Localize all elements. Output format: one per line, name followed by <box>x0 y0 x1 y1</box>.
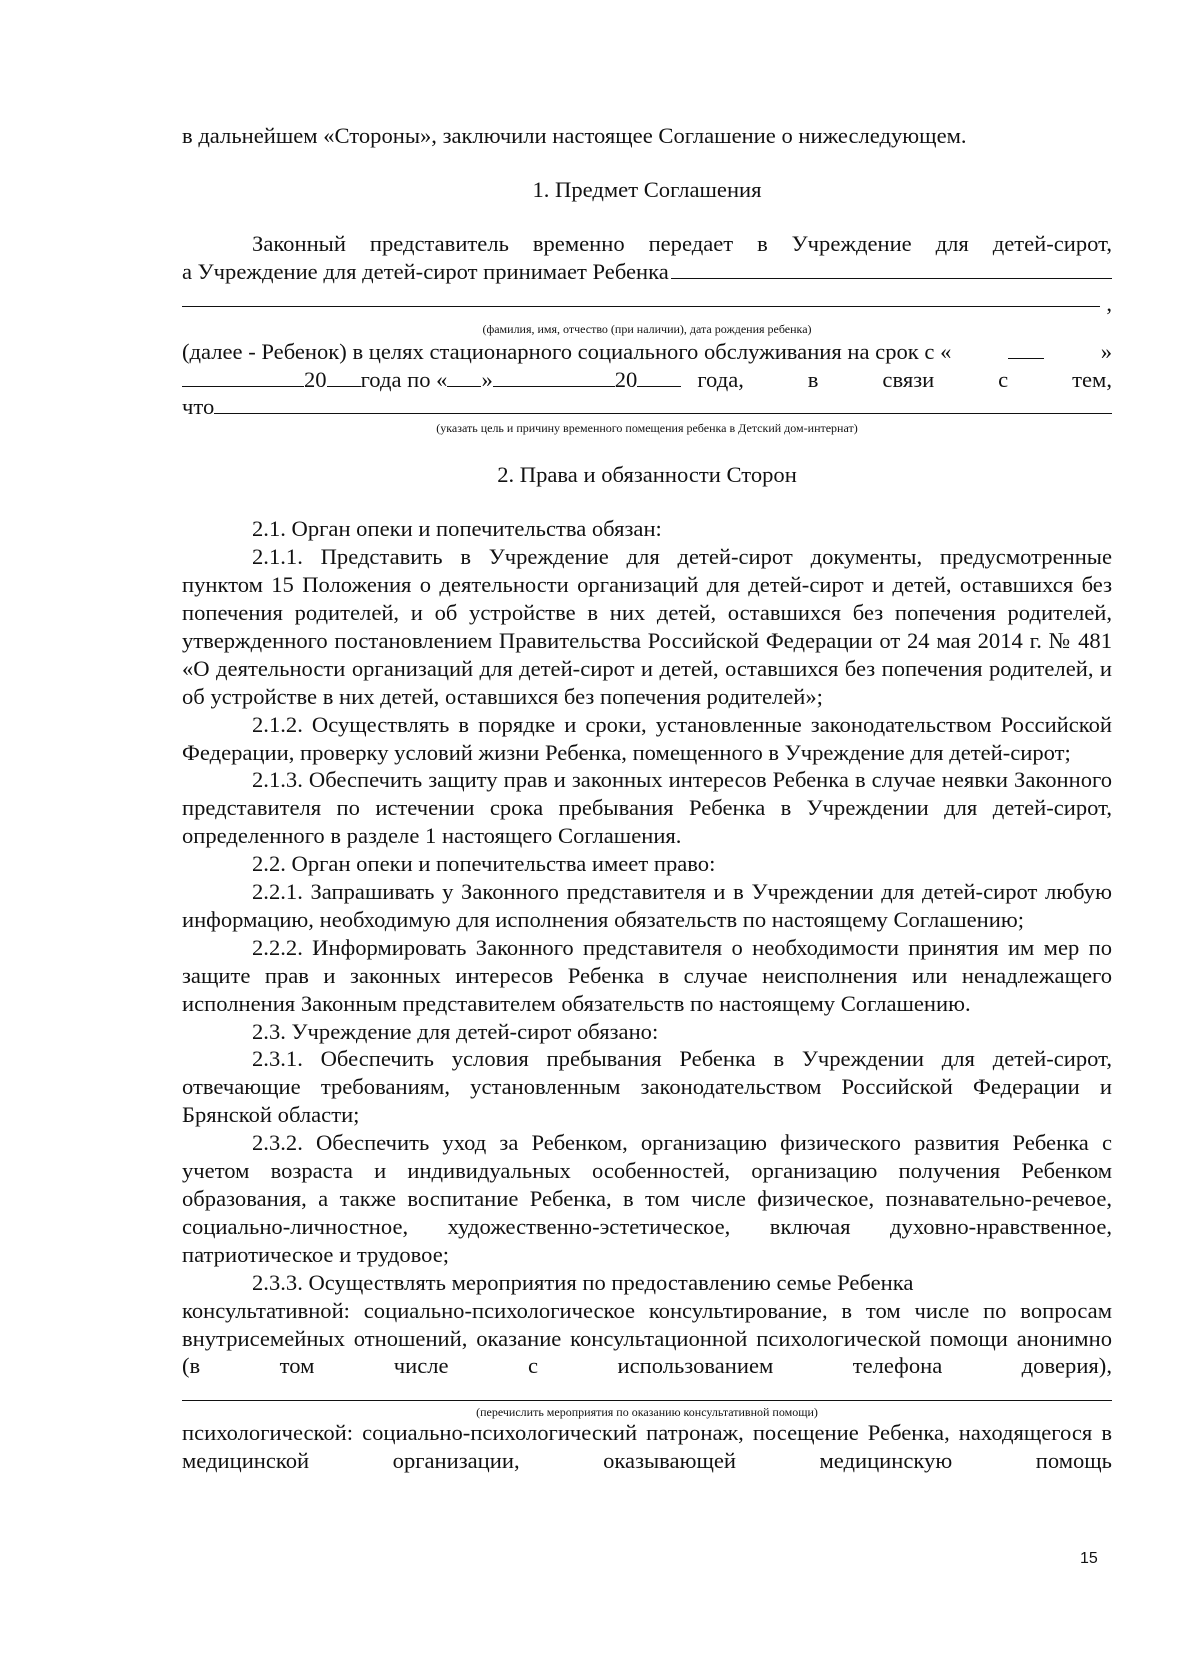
document-body <box>182 122 1112 1475</box>
goda-tail-text: года, в связи с тем, <box>697 366 1112 392</box>
child-name-blank[interactable] <box>671 258 1112 279</box>
reason-line <box>182 393 1112 421</box>
intro-line: в дальнейшем «Стороны», заключили настоящее Соглашение о нижеследующем. <box>182 123 967 148</box>
quote-close: » <box>481 366 493 392</box>
caption-child: (фамилия, имя, отчество (при наличии), дата рождения ребенка) <box>482 321 812 336</box>
section-1-para1-text: а Учреждение для детей-сирот принимает Ребенка <box>182 258 669 284</box>
para2-quote-close: » <box>1100 338 1112 364</box>
para-2-1: 2.1. Орган опеки и попечительства обязан: <box>252 516 662 542</box>
para-2-2: 2.2. Орган опеки и попечительства имеет право: <box>252 851 716 877</box>
end-year-prefix: 20 <box>614 366 638 392</box>
para-2-1-3: 2.1.3. Обеспечить защиту прав и законных интересов Ребенка в случае неявки Законного представителя по истечении срока пребывания Ребенка в Учреждении для детей-сирот, определенного в разделе 1 настоящего Соглашения. <box>182 767 1112 849</box>
para-2-3-1: 2.3.1. Обеспечить условия пребывания Ребенка в Учреждении для детей-сирот, отвечающие требованиям, установленным законодательством Российской Федерации и Брянской области; <box>182 1046 1112 1128</box>
para-psych: психологической: социально-психологический патронаж, посещение Ребенка, находящегося в медицинской организации, оказывающей медицинскую помощь <box>182 1420 1112 1474</box>
page-number: 15 <box>1080 1550 1098 1567</box>
section-1-para2-line2 <box>182 366 1112 394</box>
end-day-blank[interactable] <box>447 366 481 387</box>
caption-reason: (указать цель и причину временного помещения ребенка в Детский дом-интернат) <box>436 421 858 436</box>
section-1-heading: 1. Предмет Соглашения <box>532 176 762 202</box>
section-1-para1-line1: Законный представитель временно передает в Учреждение для детей-сирот, <box>252 230 1112 256</box>
section-1-para1-line2 <box>182 258 1112 286</box>
para-2-3-3-first: 2.3.3. Осуществлять мероприятия по предоставлению семье Ребенка <box>252 1269 914 1295</box>
para-2-3-2: 2.3.2. Обеспечить уход за Ребенком, организацию физического развития Ребенка с учетом возраста и индивидуальных особенностей, организацию получения Ребенком образования, а также воспитание Ребенка, в том числе физическое, познавательно-речевое, социально-личностное, художественно-эстетическое, включая духовно-нравственное, патриотическое и трудовое; <box>182 1130 1112 1267</box>
start-year-prefix: 20 <box>304 366 327 392</box>
end-year-blank[interactable] <box>637 366 681 387</box>
start-month-blank[interactable] <box>182 366 304 387</box>
section-2-heading: 2. Права и обязанности Сторон <box>497 462 797 488</box>
para-2-1-2: 2.1.2. Осуществлять в порядке и сроки, установленные законодательством Российской Федерации, проверку условий жизни Ребенка, помещенного в Учреждение для детей-сирот; <box>182 711 1112 765</box>
para2-text: (далее - Ребенок) в целях стационарного социального обслуживания на срок с « <box>182 338 952 364</box>
section-1-para2-line1 <box>182 338 1112 366</box>
consult-blank[interactable] <box>182 1380 1112 1401</box>
child-name-blank-2[interactable] <box>182 306 1100 307</box>
para-2-3-3-rest: консультативной: социально-психологическое консультирование, в том числе по вопросам внутрисемейных отношений, оказание консультационной психологической помощи анонимно (в том числе с использованием телефона доверия), <box>182 1297 1112 1379</box>
para-2-1-1: 2.1.1. Представить в Учреждение для детей-сирот документы, предусмотренные пунктом 15 Положения о деятельности организаций для детей-сирот и детей, оставшихся без попечения родителей, и об устройстве в них детей, оставшихся без попечения родителей, утвержденного постановлением Правительства Российской Федерации от 24 мая 2014 г. № 481 «О деятельности организаций для детей-сирот и детей, оставшихся без попечения родителей, и об устройстве в них детей, оставшихся без попечения родителей»; <box>182 544 1112 709</box>
start-day-blank[interactable] <box>1008 338 1044 359</box>
para-2-3: 2.3. Учреждение для детей-сирот обязано: <box>252 1018 659 1044</box>
chto-text: что <box>182 394 215 420</box>
caption-consult: (перечислить мероприятия по оказанию консультативной помощи) <box>476 1405 818 1420</box>
trailing-comma: , <box>1106 290 1112 316</box>
para-2-2-2: 2.2.2. Информировать Законного представителя о необходимости принятия им мер по защите прав и законных интересов Ребенка в случае неисполнения или ненадлежащего исполнения Законным представителем обязательств по настоящему Соглашению. <box>182 934 1112 1016</box>
goda-tail <box>697 366 1112 394</box>
reason-blank[interactable] <box>214 393 1112 414</box>
para-2-2-1: 2.2.1. Запрашивать у Законного представителя и в Учреждении для детей-сирот любую информацию, необходимую для исполнения обязательств по настоящему Соглашению; <box>182 879 1112 932</box>
end-month-blank[interactable] <box>493 366 615 387</box>
start-year-blank[interactable] <box>327 366 361 387</box>
goda-po-text: года по « <box>360 366 448 392</box>
child-name-line <box>182 292 1112 322</box>
